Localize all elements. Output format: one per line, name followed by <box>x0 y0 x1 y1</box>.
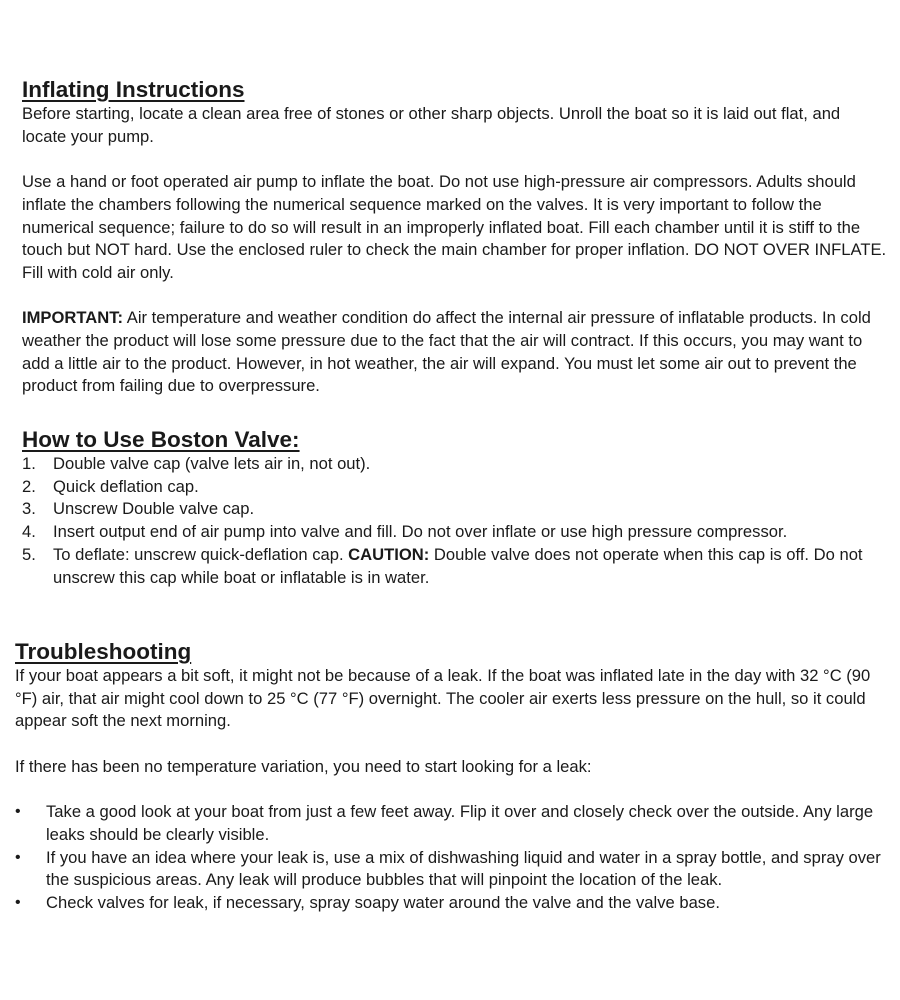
leak-tips-list <box>15 801 888 915</box>
inflating-para-2: Use a hand or foot operated air pump to inflate the boat. Do not use high-pressure air compressors. Adults should inflate the chambers following the numerical sequence marked on the valves. It is very important to follow the numerical sequence; failure to do so will result in an improperly inflated boat. Fill each chamber until it is stiff to the touch but NOT hard. Use the enclosed ruler to check the main chamber for proper inflation. DO NOT OVER INFLATE. Fill with cold air only. <box>22 172 887 282</box>
important-text: Air temperature and weather condition do affect the internal air pressure of inflatable products. In cold weather the product will lose some pressure due to the fact that the air will contract. If this occurs, you may want to add a little air to the product. However, in hot weather, the air will expand. You must let some air out to prevent the product from failing due to overpressure. <box>22 308 871 396</box>
step-text: Insert output end of air pump into valve and fill. Do not over inflate or use high pressure compressor. <box>53 522 788 542</box>
valve-steps-list <box>22 453 888 589</box>
step-number: 5. <box>22 544 36 564</box>
step-text: Unscrew Double valve cap. <box>53 499 255 519</box>
bullet-icon: • <box>15 848 21 866</box>
important-label: IMPORTANT: <box>22 308 124 328</box>
valve-step <box>22 453 888 476</box>
valve-heading: How to Use Boston Valve: <box>22 427 300 452</box>
bullet-icon: • <box>15 803 21 821</box>
tip-item <box>15 801 888 846</box>
troubleshooting-para-1: If your boat appears a bit soft, it might not be because of a leak. If the boat was inflated late in the day with 32 °C (90 °F) air, that air might cool down to 25 °C (77 °F) overnight. The cooler air exerts less pressure on the hull, so it could appear soft the next morning. <box>15 666 871 731</box>
troubleshooting-section <box>15 638 888 915</box>
bullet-icon: • <box>15 894 21 911</box>
valve-step <box>22 476 888 499</box>
valve-step <box>22 521 888 544</box>
tip-text: Check valves for leak, if necessary, spray soapy water around the valve and the valve base. <box>46 893 720 912</box>
valve-section <box>22 426 888 589</box>
tip-text: If you have an idea where your leak is, use a mix of dishwashing liquid and water in a spray bottle, and spray over the suspicious areas. Any leak will produce bubbles that will pinpoint the location of the leak. <box>46 847 881 890</box>
inflating-heading: Inflating Instructions <box>22 77 245 102</box>
inflating-section <box>22 76 888 398</box>
step-text-pre: To deflate: unscrew quick-deflation cap. <box>53 544 349 564</box>
caution-label: CAUTION: <box>348 544 430 564</box>
troubleshooting-para-2: If there has been no temperature variation, you need to start looking for a leak: <box>15 756 592 776</box>
important-note <box>22 307 888 398</box>
valve-step <box>22 498 888 521</box>
valve-step <box>22 544 888 589</box>
tip-item <box>15 892 888 915</box>
step-text: Double valve does not operate when this cap is off. Do not unscrew this cap while boat or inflatable is in water. <box>53 544 863 587</box>
step-number: 4. <box>22 522 36 542</box>
step-text: Double valve cap (valve lets air in, not out). <box>53 454 371 473</box>
inflating-para-1: Before starting, locate a clean area free of stones or other sharp objects. Unroll the boat so it is laid out flat, and locate your pump. <box>22 104 841 146</box>
tip-item <box>15 847 888 892</box>
step-number: 2. <box>22 476 36 496</box>
step-number: 1. <box>22 454 36 473</box>
troubleshooting-heading: Troubleshooting <box>15 639 192 664</box>
tip-text: Take a good look at your boat from just a few feet away. Flip it over and closely check over the outside. Any large leaks should be clearly visible. <box>46 802 874 844</box>
step-number: 3. <box>22 499 36 519</box>
step-text: Quick deflation cap. <box>53 476 199 496</box>
